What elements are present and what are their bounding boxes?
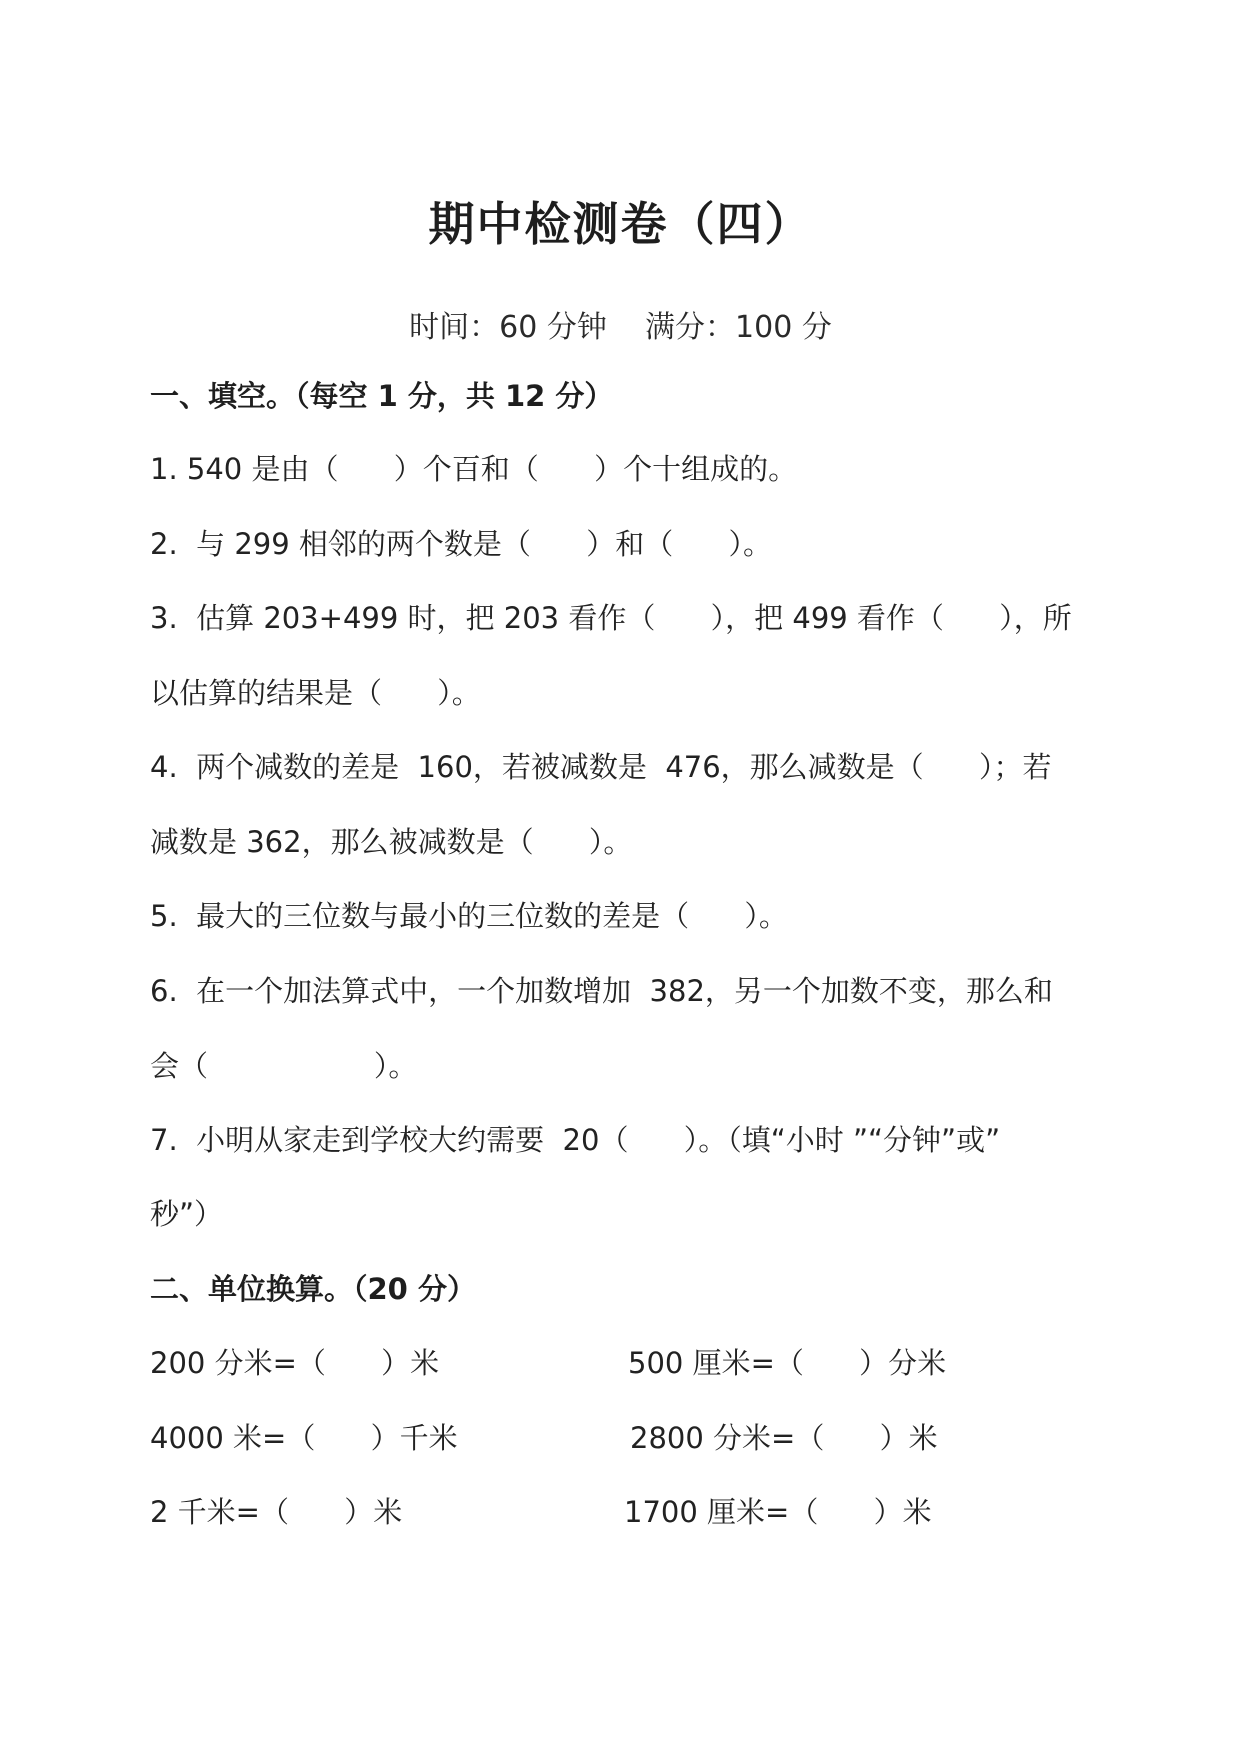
conversion-row — [150, 1418, 1110, 1458]
section-heading-fill-blank: 一、填空。（每空 1 分，共 12 分） — [150, 379, 614, 413]
conversion-item: 500 厘米=（ ）分米 — [628, 1346, 947, 1380]
page-title: 期中检测卷（四） — [428, 197, 813, 251]
conversion-row — [150, 1343, 1110, 1383]
conversion-item: 2800 分米=（ ）米 — [630, 1421, 938, 1455]
conversion-item: 4000 米=（ ）千米 — [150, 1421, 458, 1455]
conversion-item: 200 分米=（ ）米 — [150, 1346, 440, 1380]
exam-meta: 时间：60 分钟 满分：100 分 — [409, 310, 832, 345]
conversion-row — [150, 1492, 1110, 1532]
question-line: 6. 在一个加法算式中，一个加数增加 382，另一个加数不变，那么和 — [150, 974, 1053, 1008]
conversion-item: 2 千米=（ ）米 — [150, 1495, 403, 1529]
question-line: 以估算的结果是（ ）。 — [150, 676, 481, 710]
section-heading-unit-conversion: 二、单位换算。（20 分） — [150, 1272, 476, 1306]
question-line: 3. 估算 203+499 时，把 203 看作（ ），把 499 看作（ ），所 — [150, 601, 1072, 635]
question-line: 7. 小明从家走到学校大约需要 20（ ）。（填“小时 ”“分钟”或” — [150, 1123, 1001, 1157]
question-line: 秒”） — [150, 1197, 224, 1231]
question-line: 1. 540 是由（ ）个百和（ ）个十组成的。 — [150, 452, 798, 486]
question-line: 2. 与 299 相邻的两个数是（ ）和（ ）。 — [150, 527, 773, 561]
question-line: 会（ ）。 — [150, 1049, 418, 1083]
question-line: 减数是 362，那么被减数是（ ）。 — [150, 825, 633, 859]
question-line: 5. 最大的三位数与最小的三位数的差是（ ）。 — [150, 899, 788, 933]
question-line: 4. 两个减数的差是 160，若被减数是 476，那么减数是（ ）；若 — [150, 750, 1052, 784]
conversion-item: 1700 厘米=（ ）米 — [624, 1495, 932, 1529]
